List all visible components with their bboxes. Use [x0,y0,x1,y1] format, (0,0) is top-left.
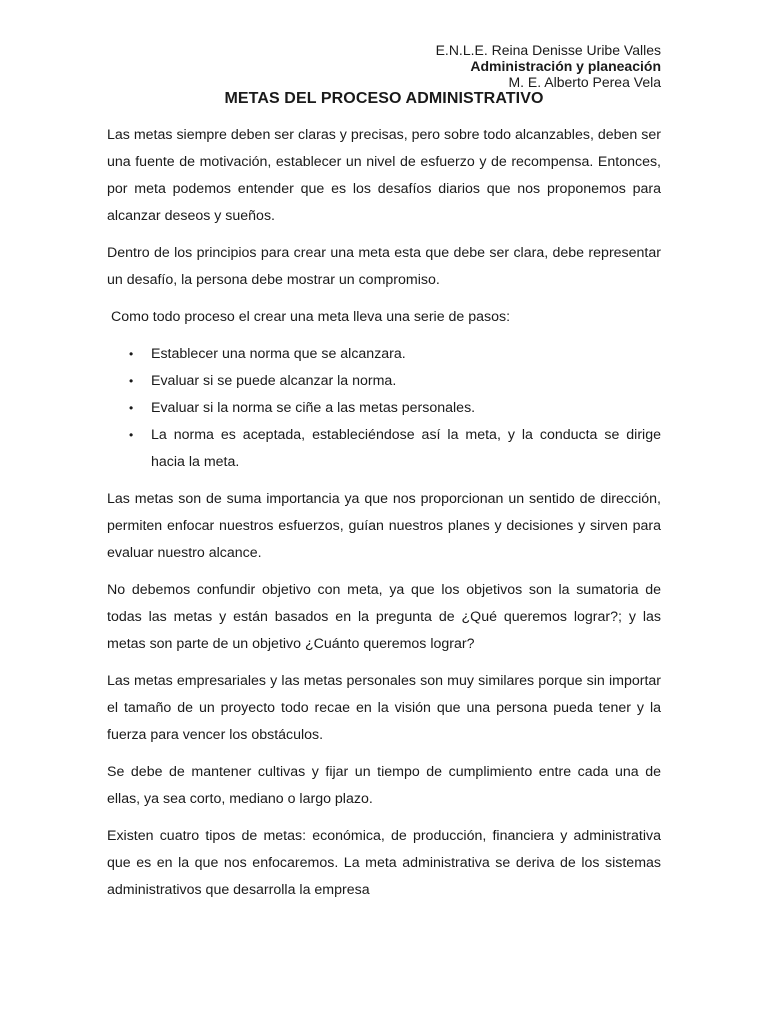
bullet-icon: • [129,428,134,442]
header-subject: Administración y planeación [470,58,661,74]
list-item-text: La norma es aceptada, estableciéndose así la meta, y la conducta se dirige hacia la meta. [151,427,661,470]
paragraph-steps-intro: Como todo proceso el crear una meta lleva una serie de pasos: [111,309,511,325]
paragraph-importance: Las metas son de suma importancia ya que nos proporcionan un sentido de dirección, permiten enfocar nuestros esfuerzos, guían nuestros planes y decisiones y sirven para evaluar nuestro alcance. [107,491,661,561]
document-header [107,42,661,90]
list-item-text: Evaluar si la norma se ciñe a las metas personales. [151,400,476,416]
list-item-text: Evaluar si se puede alcanzar la norma. [151,373,397,389]
steps-list [107,341,661,476]
paragraph-principles: Dentro de los principios para crear una meta esta que debe ser clara, debe representar un desafío, la persona debe mostrar un compromiso. [107,245,661,288]
header-school: E.N.L.E. Reina Denisse Uribe Valles [435,42,661,58]
paragraph-business-personal: Las metas empresariales y las metas personales son muy similares porque sin importar el tamaño de un proyecto todo recae en la visión que una persona pueda tener y la fuerza para vencer los obstáculos. [107,673,661,743]
document-title: METAS DEL PROCESO ADMINISTRATIVO [224,90,544,107]
list-item [107,368,661,395]
list-item [107,341,661,368]
paragraph-timeframe: Se debe de mantener cultivas y fijar un tiempo de cumplimiento entre cada una de ellas, ya sea corto, mediano o largo plazo. [107,764,661,807]
list-item [107,395,661,422]
paragraph-objective-vs-goal: No debemos confundir objetivo con meta, ya que los objetivos son la sumatoria de todas las metas y están basados en la pregunta de ¿Qué queremos lograr?; y las metas son parte de un objetivo ¿Cuánto queremos lograr? [107,582,661,652]
document-page [107,42,661,904]
bullet-icon: • [129,347,134,361]
list-item-text: Establecer una norma que se alcanzara. [151,346,406,362]
paragraph-goal-types: Existen cuatro tipos de metas: económica, de producción, financiera y administrativa que es en la que nos enfocaremos. La meta administrativa se deriva de los sistemas administrativos que desarrolla la empresa [107,828,661,898]
paragraph-intro: Las metas siempre deben ser claras y precisas, pero sobre todo alcanzables, deben ser una fuente de motivación, establecer un nivel de esfuerzo y de recompensa. Entonces, por meta podemos entender que es los desafíos diarios que nos proponemos para alcanzar deseos y sueños. [107,127,661,224]
bullet-icon: • [129,401,134,415]
bullet-icon: • [129,374,134,388]
header-teacher: M. E. Alberto Perea Vela [508,74,661,90]
list-item [107,422,661,476]
